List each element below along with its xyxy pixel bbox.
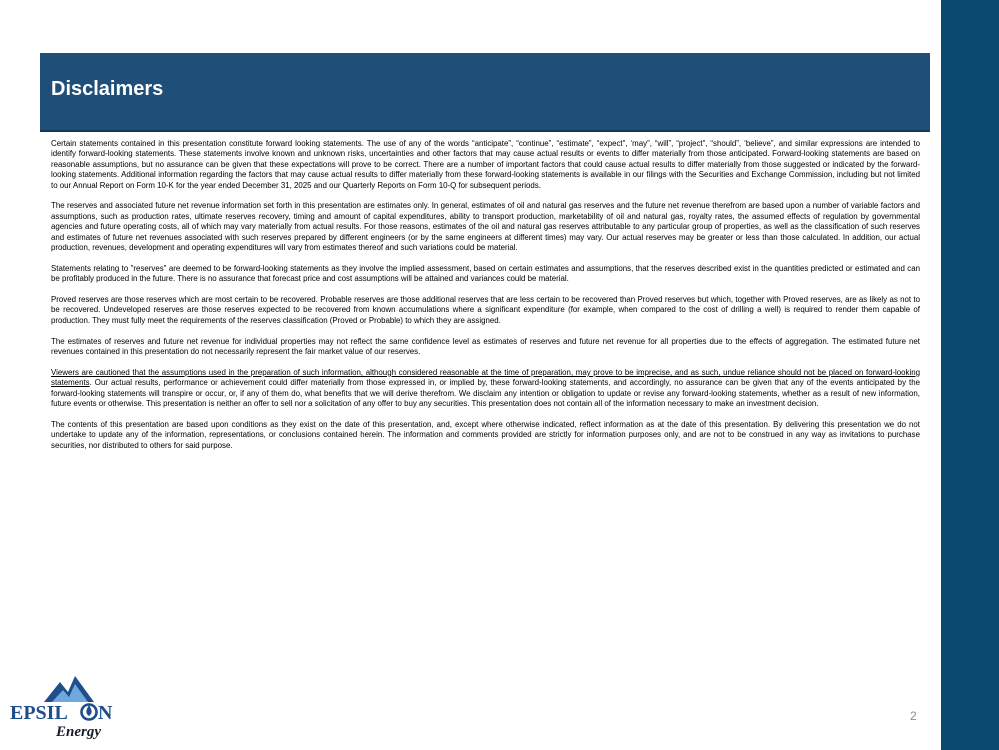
mountain-drop-logo-icon (8, 672, 118, 742)
right-accent-bar (941, 0, 999, 750)
paragraph-caution (51, 368, 920, 410)
title-banner (40, 53, 930, 132)
caution-text: . Our actual results, performance or achievement could differ materially from those expressed in, or implied by, these forward-looking statements, and accordingly, no assurance can be given that any of the events anticipated by the forward-looking statements will transpire or occur, or, if any of them do, what benefits that we will derive therefrom. We disclaim any intention or obligation to update or revise any forward-looking statements, whether as a result of new information, future events or otherwise. This presentation is neither an offer to sell nor a solicitation of any offer to buy any securities. This presentation does not contain all of the information necessary to make an investment decision. (51, 378, 920, 409)
page-title: Disclaimers (51, 78, 164, 100)
paragraph-contents: The contents of this presentation are based upon conditions as they exist on the date of this presentation, and, except where otherwise indicated, reflect information as at the date of this presentation. By delivering this presentation we do not undertake to update any of the information, representations, or conclusions contained herein. The information and comments provided are strictly for information purposes only, and are not to be construed in any way as invitations to purchase securities, nor distributed to others for said purpose. (51, 419, 920, 450)
paragraph-aggregation: The estimates of reserves and future net revenue for individual properties may not reflect the same confidence level as estimates of reserves and future net revenue for all properties due to the effects of aggregation. The estimated future net revenues contained in this presentation do not necessarily represent the fair market value of our reserves. (51, 336, 920, 357)
page-number: 2 (910, 709, 917, 723)
logo-subtitle: Energy (56, 724, 101, 740)
logo-name-part2: N (98, 702, 113, 724)
disclaimer-body (51, 139, 920, 461)
paragraph-forward-looking: Certain statements contained in this presentation constitute forward looking statements. The use of any of the words “anticipate”, “continue”, “estimate”, “expect”, ‘may”, “will”, “project”, “should”, ‘believe”, and similar expressions are intended to identify forward-looking statements. These statements involve known and unknown risks, uncertainties and other factors that may cause actual results or events to differ materially from those anticipated. Forward-looking statements are based on reasonable assumptions, but no assurance can be given that these expectations will prove to be correct. There are a number of important factors that could cause actual results to differ materially from those suggested or indicated by the forward-looking statements. Additional information regarding the factors that may cause actual results to differ materially from these forward-looking statements is available in our filings with the Securities and Exchange Commission, including but not limited to our Annual Report on Form 10-K for the year ended December 31, 2025 and our Quarterly Reports on Form 10-Q for subsequent periods. (51, 139, 920, 190)
paragraph-reserves-definitions: Proved reserves are those reserves which are most certain to be recovered. Probable reserves are those additional reserves that are less certain to be recovered than Proved reserves but which, together with Proved reserves, are as likely as not to be recovered. Undeveloped reserves are those reserves expected to be recovered from known accumulations where a significant expenditure (for example, when compared to the cost of drilling a well) is required to render them capable of production. They must fully meet the requirements of the reserves classification (Proved or Probable) to which they are assigned. (51, 295, 920, 325)
paragraph-reserves-statements: Statements relating to "reserves" are deemed to be forward-looking statements as they involve the implied assessment, based on certain estimates and assumptions, that the reserves described exist in the quantities predicted or estimated and can be profitably produced in the future. There is no assurance that forecast price and cost assumptions will be attained and variances could be material. (51, 263, 920, 284)
caution-underlined-text: Viewers are cautioned that the assumptions used in the preparation of such information, although considered reasonable at the time of preparation, may prove to be imprecise, and as such, undue reliance should not be placed on forward-looking statements (51, 367, 920, 388)
epsilon-energy-logo (8, 672, 118, 742)
logo-name-part1: EPSIL (10, 702, 68, 724)
paragraph-reserves-estimates: The reserves and associated future net revenue information set forth in this presentation are estimates only. In general, estimates of oil and natural gas reserves and the future net revenue therefrom are based upon a number of variable factors and assumptions, such as production rates, ultimate reserves recovery, timing and amount of capital expenditures, ability to transport production, marketability of oil and natural gas, royalty rates, the assumed effects of regulation by governmental agencies and future operating costs, all of which may vary materially from actual results. For those reasons, estimates of the oil and natural gas reserves attributable to any particular group of properties, as well as the classification of such reserves and estimates of future net revenues associated with such reserves prepared by different engineers (or by the same engineers at different times) may vary. Our actual reserves may be greater or less than those calculated. In addition, our actual production, revenues, development and operating expenditures will vary from estimates thereof and such variations could be material. (51, 201, 920, 253)
